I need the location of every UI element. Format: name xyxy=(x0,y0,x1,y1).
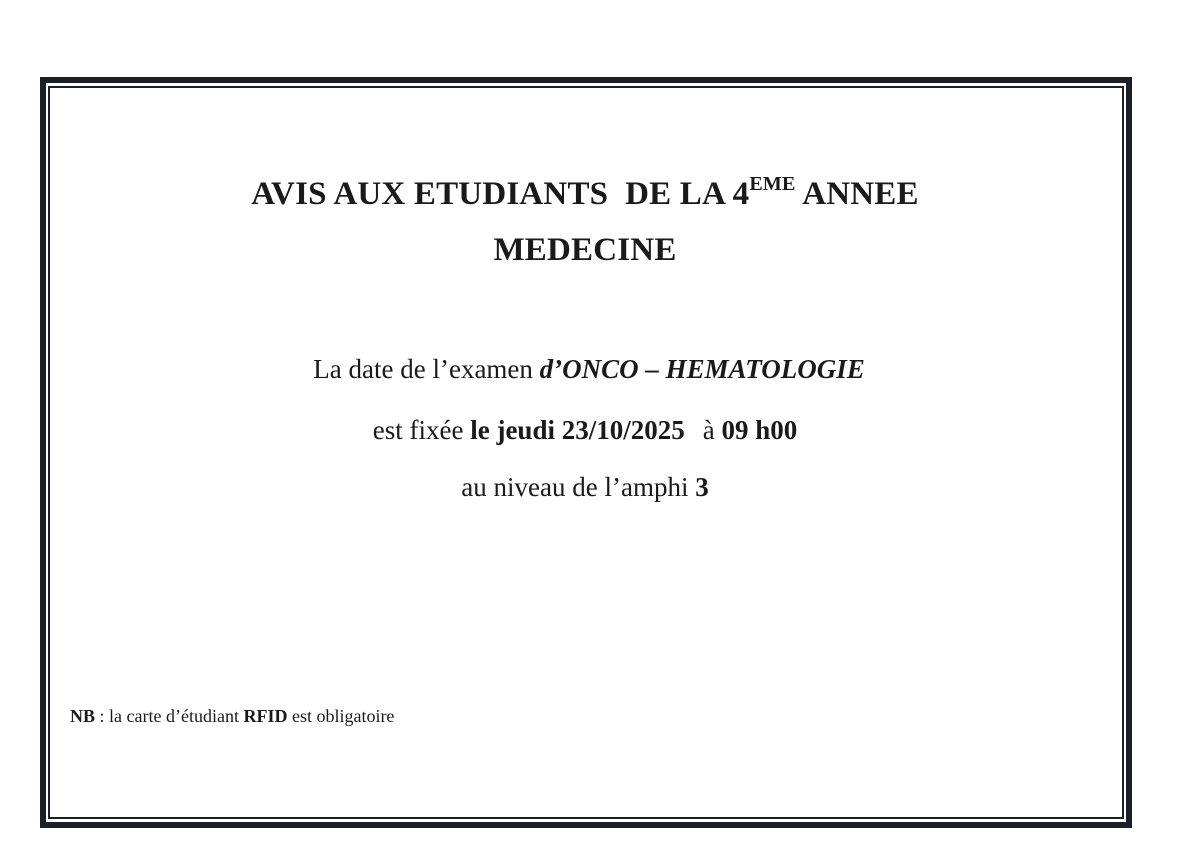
location-line xyxy=(60,470,1110,504)
amphi-number: 3 xyxy=(695,472,709,502)
time-intro: à xyxy=(702,415,722,445)
nb-note xyxy=(70,704,394,728)
location-intro: au niveau de l’amphi xyxy=(461,472,696,502)
date-intro: est fixée xyxy=(372,415,471,445)
nb-rfid: RFID xyxy=(243,706,288,726)
title-text-end: ANNEE xyxy=(795,176,919,212)
exam-line xyxy=(60,352,1110,386)
title-line-1 xyxy=(60,166,1110,222)
nb-text: : la carte d’étudiant xyxy=(95,706,244,726)
exam-time: 09 h00 xyxy=(721,415,798,445)
notice-title xyxy=(60,166,1110,278)
date-line xyxy=(60,413,1110,447)
exam-intro: La date de l’examen xyxy=(313,354,540,384)
nb-label: NB xyxy=(70,706,96,726)
exam-date: le jeudi 23/10/2025 xyxy=(470,415,685,445)
nb-text-end: est obligatoire xyxy=(287,706,395,726)
exam-subject: d’ONCO – HEMATOLOGIE xyxy=(539,354,865,384)
title-text: AVIS AUX ETUDIANTS DE LA 4 xyxy=(251,176,750,212)
title-superscript: EME xyxy=(749,173,796,195)
title-line-2: MEDECINE xyxy=(493,232,677,268)
